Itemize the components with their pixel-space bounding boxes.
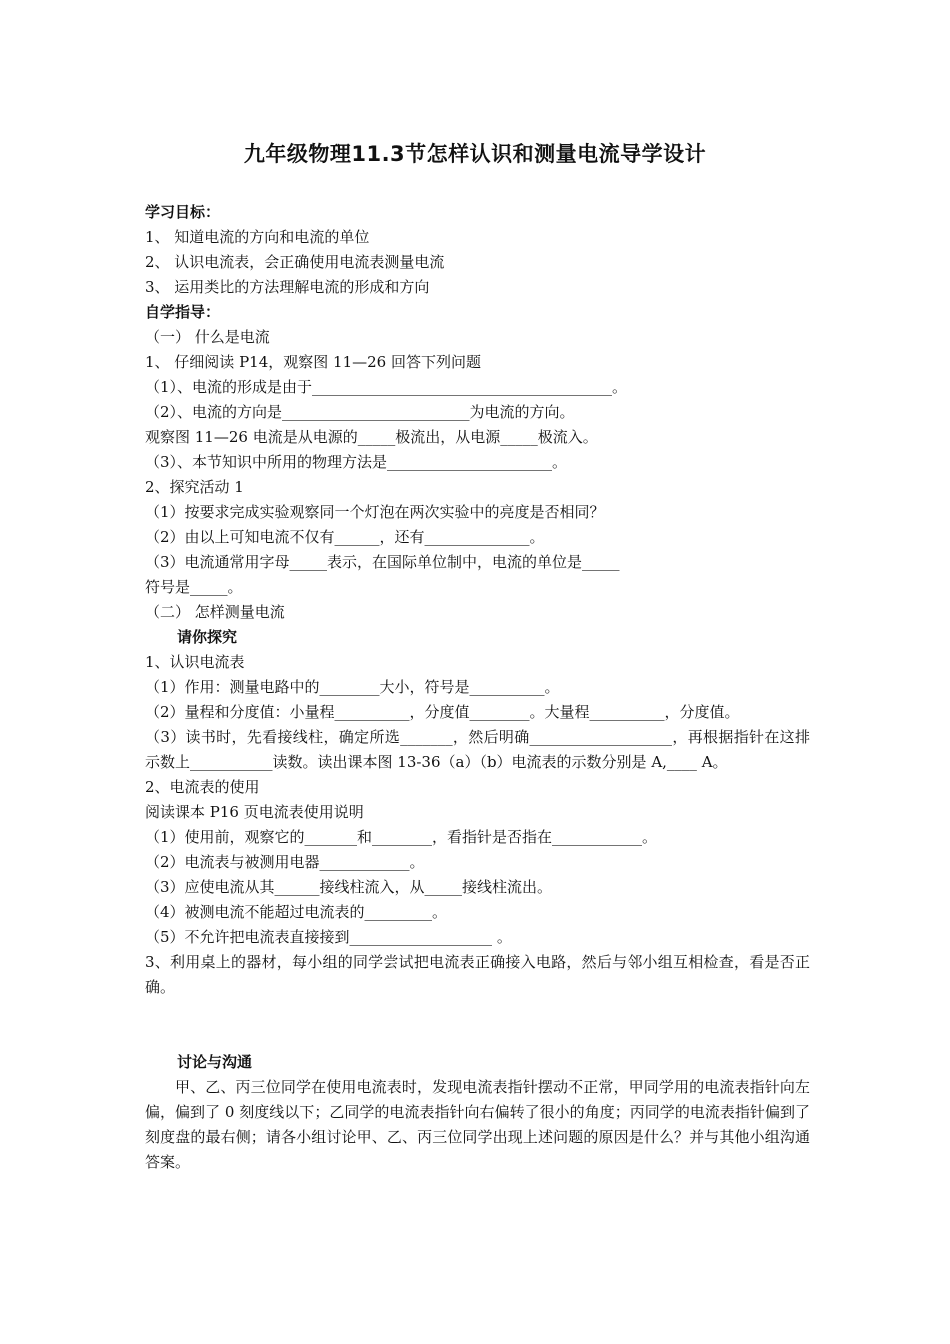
document-title: 九年级物理11.3节怎样认识和测量电流导学设计 <box>243 142 707 166</box>
section-heading: 请你探究 <box>177 628 238 646</box>
text-line: 1、认识电流表 <box>145 653 245 671</box>
text-line: 观察图 11—26 电流是从电源的_____极流出，从电源_____极流入。 <box>145 428 598 446</box>
text-line: （1）按要求完成实验观察同一个灯泡在两次实验中的亮度是否相同？ <box>145 503 605 521</box>
section-heading: 学习目标： <box>145 203 221 221</box>
text-line: （2）电流表与被测用电器____________。 <box>145 853 425 871</box>
text-line: 2、探究活动 1 <box>145 478 244 496</box>
text-line: 2、电流表的使用 <box>145 778 260 796</box>
text-line: （3）读书时，先看接线柱，确定所选_______，然后明确___________________，再根据指针在这排示数上___________读数。读出课本图 13-36（a）（b）电流表的示数分别是 A,____ A。 <box>145 728 810 771</box>
text-line: （2）量程和分度值：小量程__________，分度值________。大量程__________，分度值。 <box>145 703 740 721</box>
text-line: 3、利用桌上的器材，每小组的同学尝试把电流表正确接入电路，然后与邻小组互相检查，看是否正确。 <box>145 953 810 996</box>
section-heading: 自学指导： <box>145 303 221 321</box>
section-heading: 讨论与沟通 <box>177 1053 253 1071</box>
text-line: （4）被测电流不能超过电流表的_________。 <box>145 903 448 921</box>
text-line: （3）应使电流从其______接线柱流入，从_____接线柱流出。 <box>145 878 553 896</box>
text-line: 2、 认识电流表，会正确使用电流表测量电流 <box>145 253 445 271</box>
text-line: （1）作用：测量电路中的________大小，符号是__________。 <box>145 678 560 696</box>
text-line: 1、 仔细阅读 P14，观察图 11—26 回答下列问题 <box>145 353 481 371</box>
spacer <box>145 1000 810 1050</box>
text-line: 1、 知道电流的方向和电流的单位 <box>145 228 370 246</box>
text-line: 符号是_____。 <box>145 578 243 596</box>
text-line: （一） 什么是电流 <box>145 328 270 346</box>
document-body <box>145 200 810 1175</box>
text-line: 阅读课本 P16 页电流表使用说明 <box>145 803 364 821</box>
text-line: （1）、电流的形成是由于________________________________________。 <box>145 378 628 396</box>
text-line: 3、 运用类比的方法理解电流的形成和方向 <box>145 278 430 296</box>
text-line: （二） 怎样测量电流 <box>145 603 285 621</box>
text-line: （5）不允许把电流表直接接到___________________ 。 <box>145 928 512 946</box>
text-line: （2）、电流的方向是_________________________为电流的方向。 <box>145 403 575 421</box>
text-line: （3）、本节知识中所用的物理方法是______________________。 <box>145 453 568 471</box>
text-line: （3）电流通常用字母_____表示，在国际单位制中，电流的单位是_____ <box>145 553 620 571</box>
text-line: （1）使用前，观察它的_______和________，看指针是否指在____________。 <box>145 828 658 846</box>
text-line: （2）由以上可知电流不仅有______，还有______________。 <box>145 528 545 546</box>
text-line: 甲、乙、丙三位同学在使用电流表时，发现电流表指针摆动不正常，甲同学用的电流表指针向左偏，偏到了 0 刻度线以下；乙同学的电流表指针向右偏转了很小的角度；丙同学的电流表指针偏到了刻度盘的最右侧；请各小组讨论甲、乙、丙三位同学出现上述问题的原因是什么？并与其他小组沟通答案。 <box>145 1078 810 1171</box>
